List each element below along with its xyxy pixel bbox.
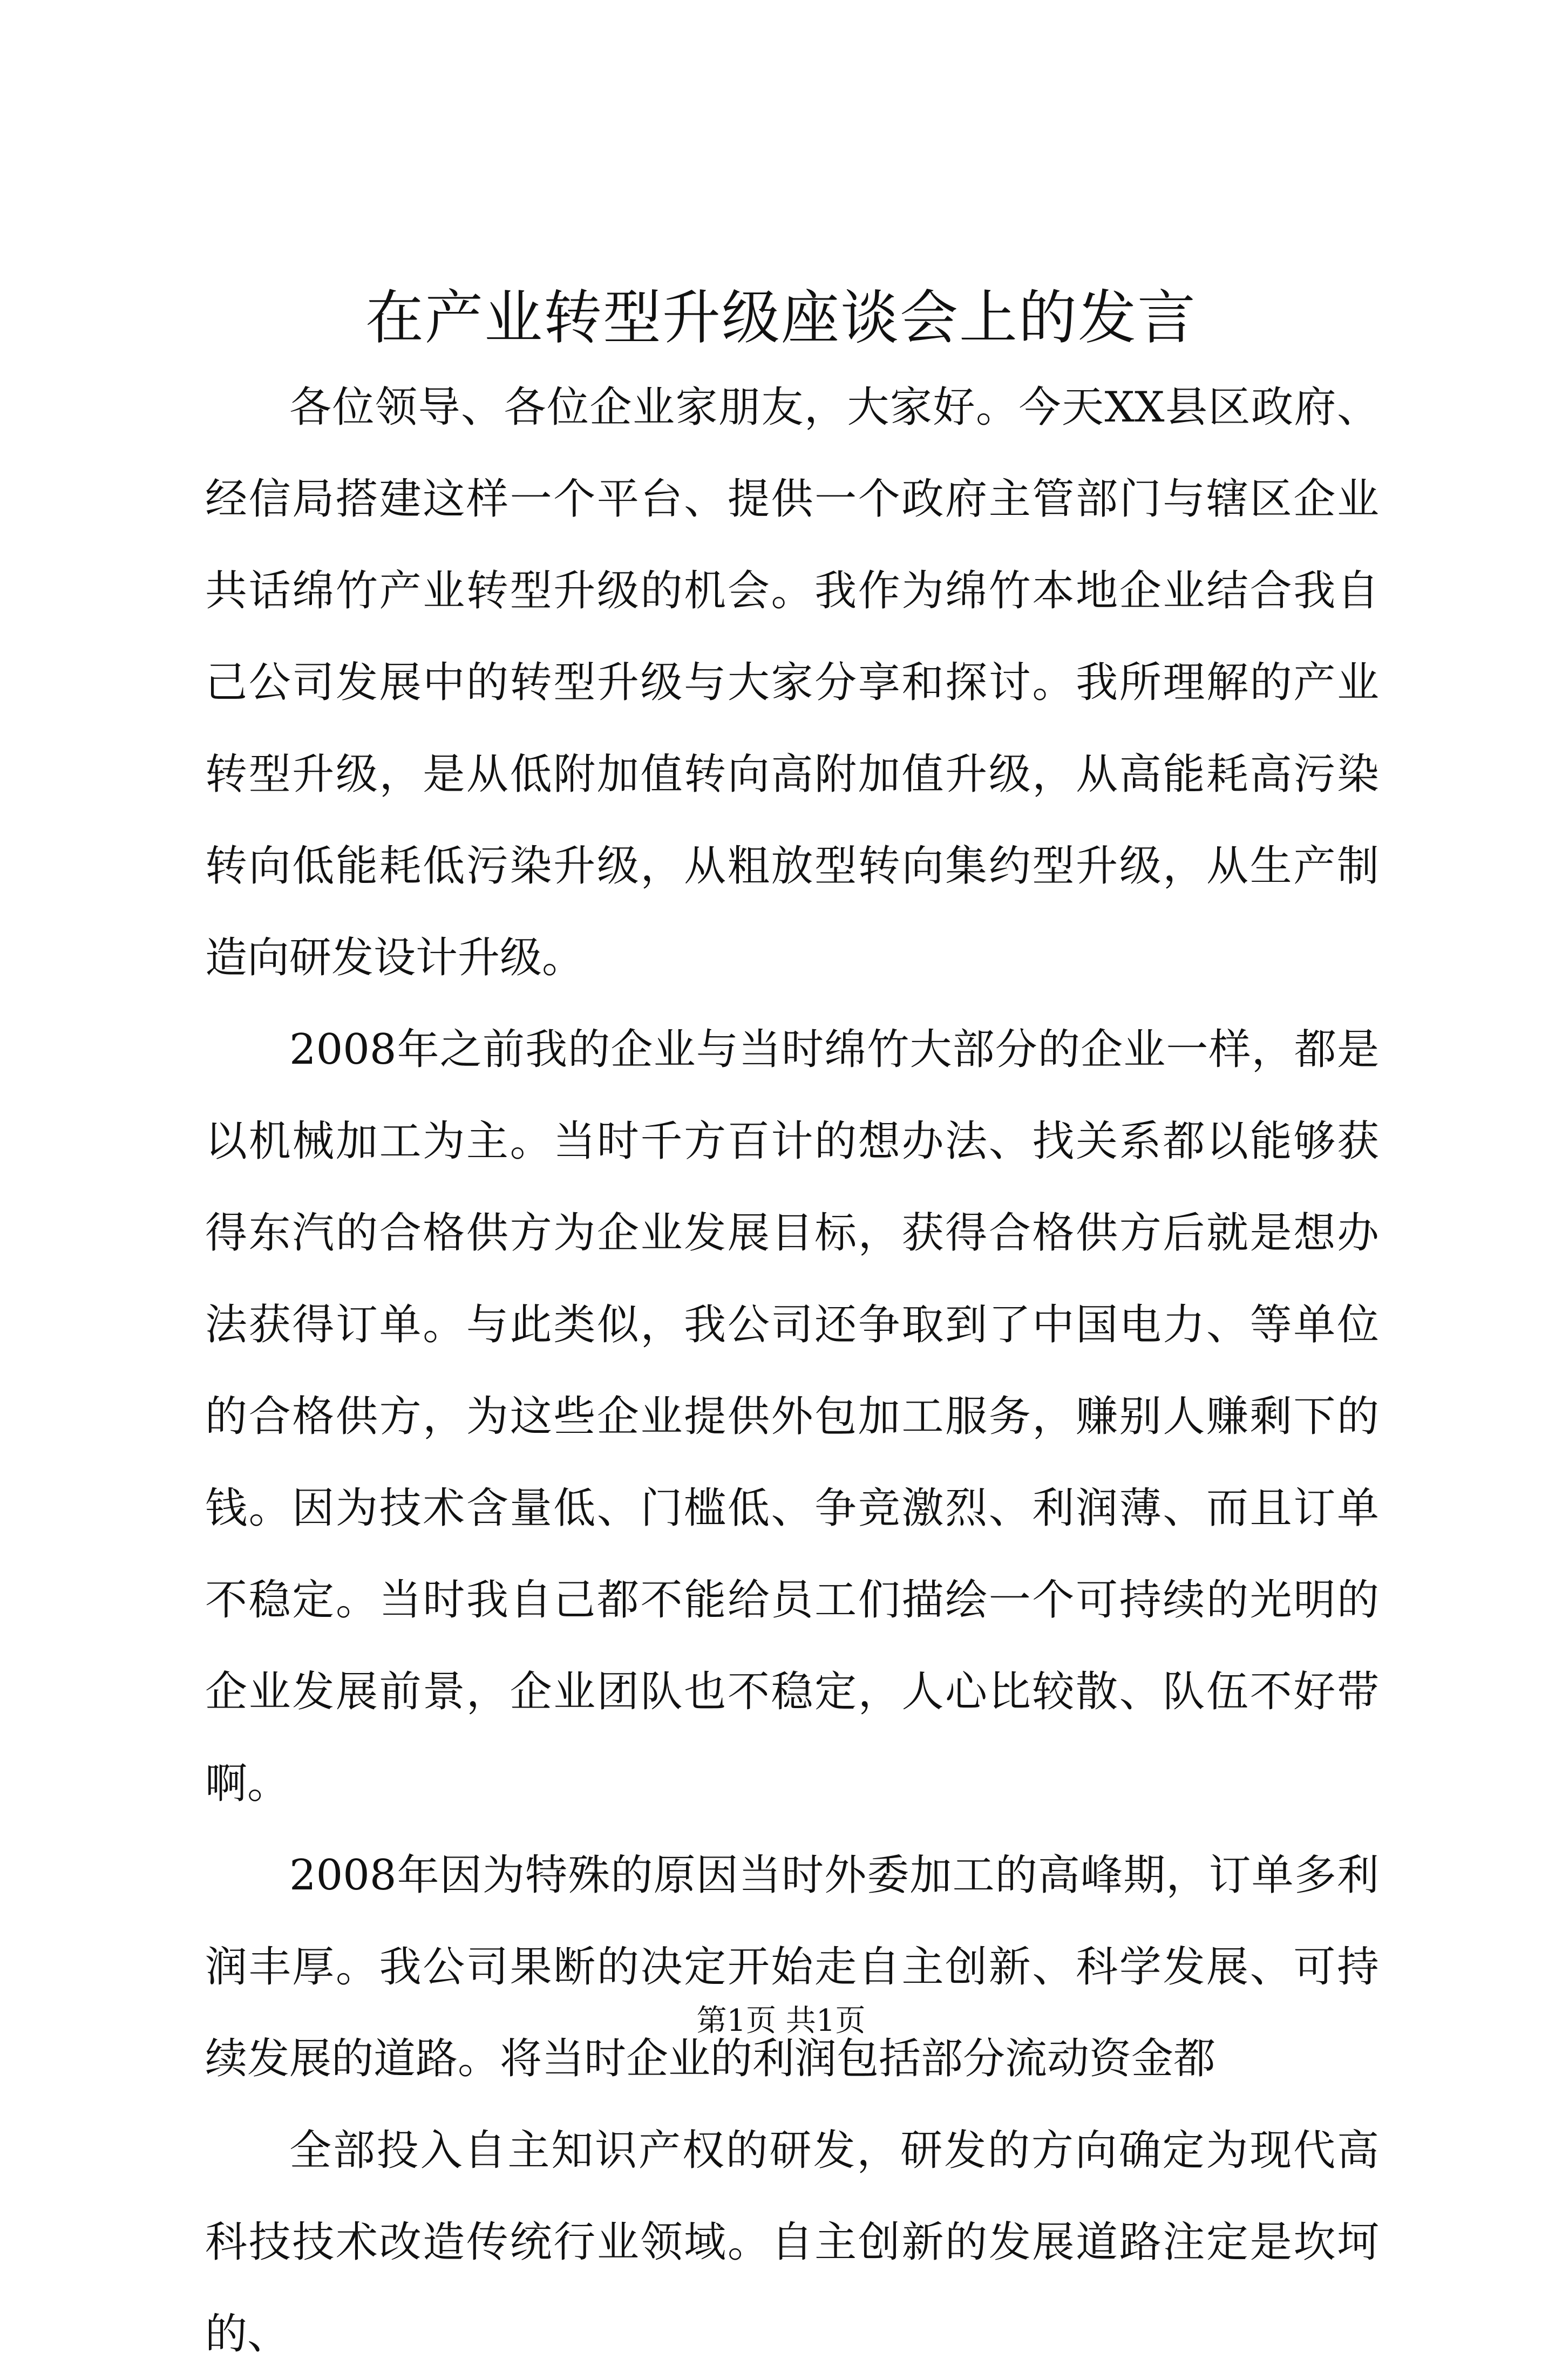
paragraph-2: 2008年之前我的企业与当时绵竹大部分的企业一样，都是以机械加工为主。当时千方百计的想办法、找关系都以能够获得东汽的合格供方为企业发展目标，获得合格供方后就是想办法获得订单。与此类似，我公司还争取到了中国电力、等单位的合格供方，为这些企业提供外包加工服务，赚别人赚剩下的钱。因为技术含量低、门槛低、争竞激烈、利润薄、而且订单不稳定。当时我自己都不能给员工们描绘一个可持续的光明的企业发展前景，企业团队也不稳定，人心比较散、队伍不好带啊。 [205, 1025, 1379, 1808]
paragraph-1: 各位领导、各位企业家朋友，大家好。今天XX县区政府、经信局搭建这样一个平台、提供一个政府主管部门与辖区企业共话绵竹产业转型升级的机会。我作为绵竹本地企业结合我自己公司发展中的转型升级与大家分享和探讨。我所理解的产业转型升级，是从低附加值转向高附加值升级，从高能耗高污染转向低能耗低污染升级，从粗放型转向集约型升级，从生产制造向研发设计升级。 [205, 383, 1379, 982]
paragraph-3: 2008年因为特殊的原因当时外委加工的高峰期，订单多利润丰厚。我公司果断的决定开始走自主创新、科学发展、可持续发展的道路。将当时企业的利润包括部分流动资金都 [205, 1851, 1379, 2083]
document-title: 在产业转型升级座谈会上的发言 [365, 284, 1197, 352]
paragraph-4: 全部投入自主知识产权的研发，研发的方向确定为现代高科技技术改造传统行业领域。自主创新的发展道路注定是坎坷的、 [205, 2126, 1379, 2358]
document-body [205, 362, 1379, 2380]
page-footer: 第1页 共1页 [696, 2003, 866, 2038]
